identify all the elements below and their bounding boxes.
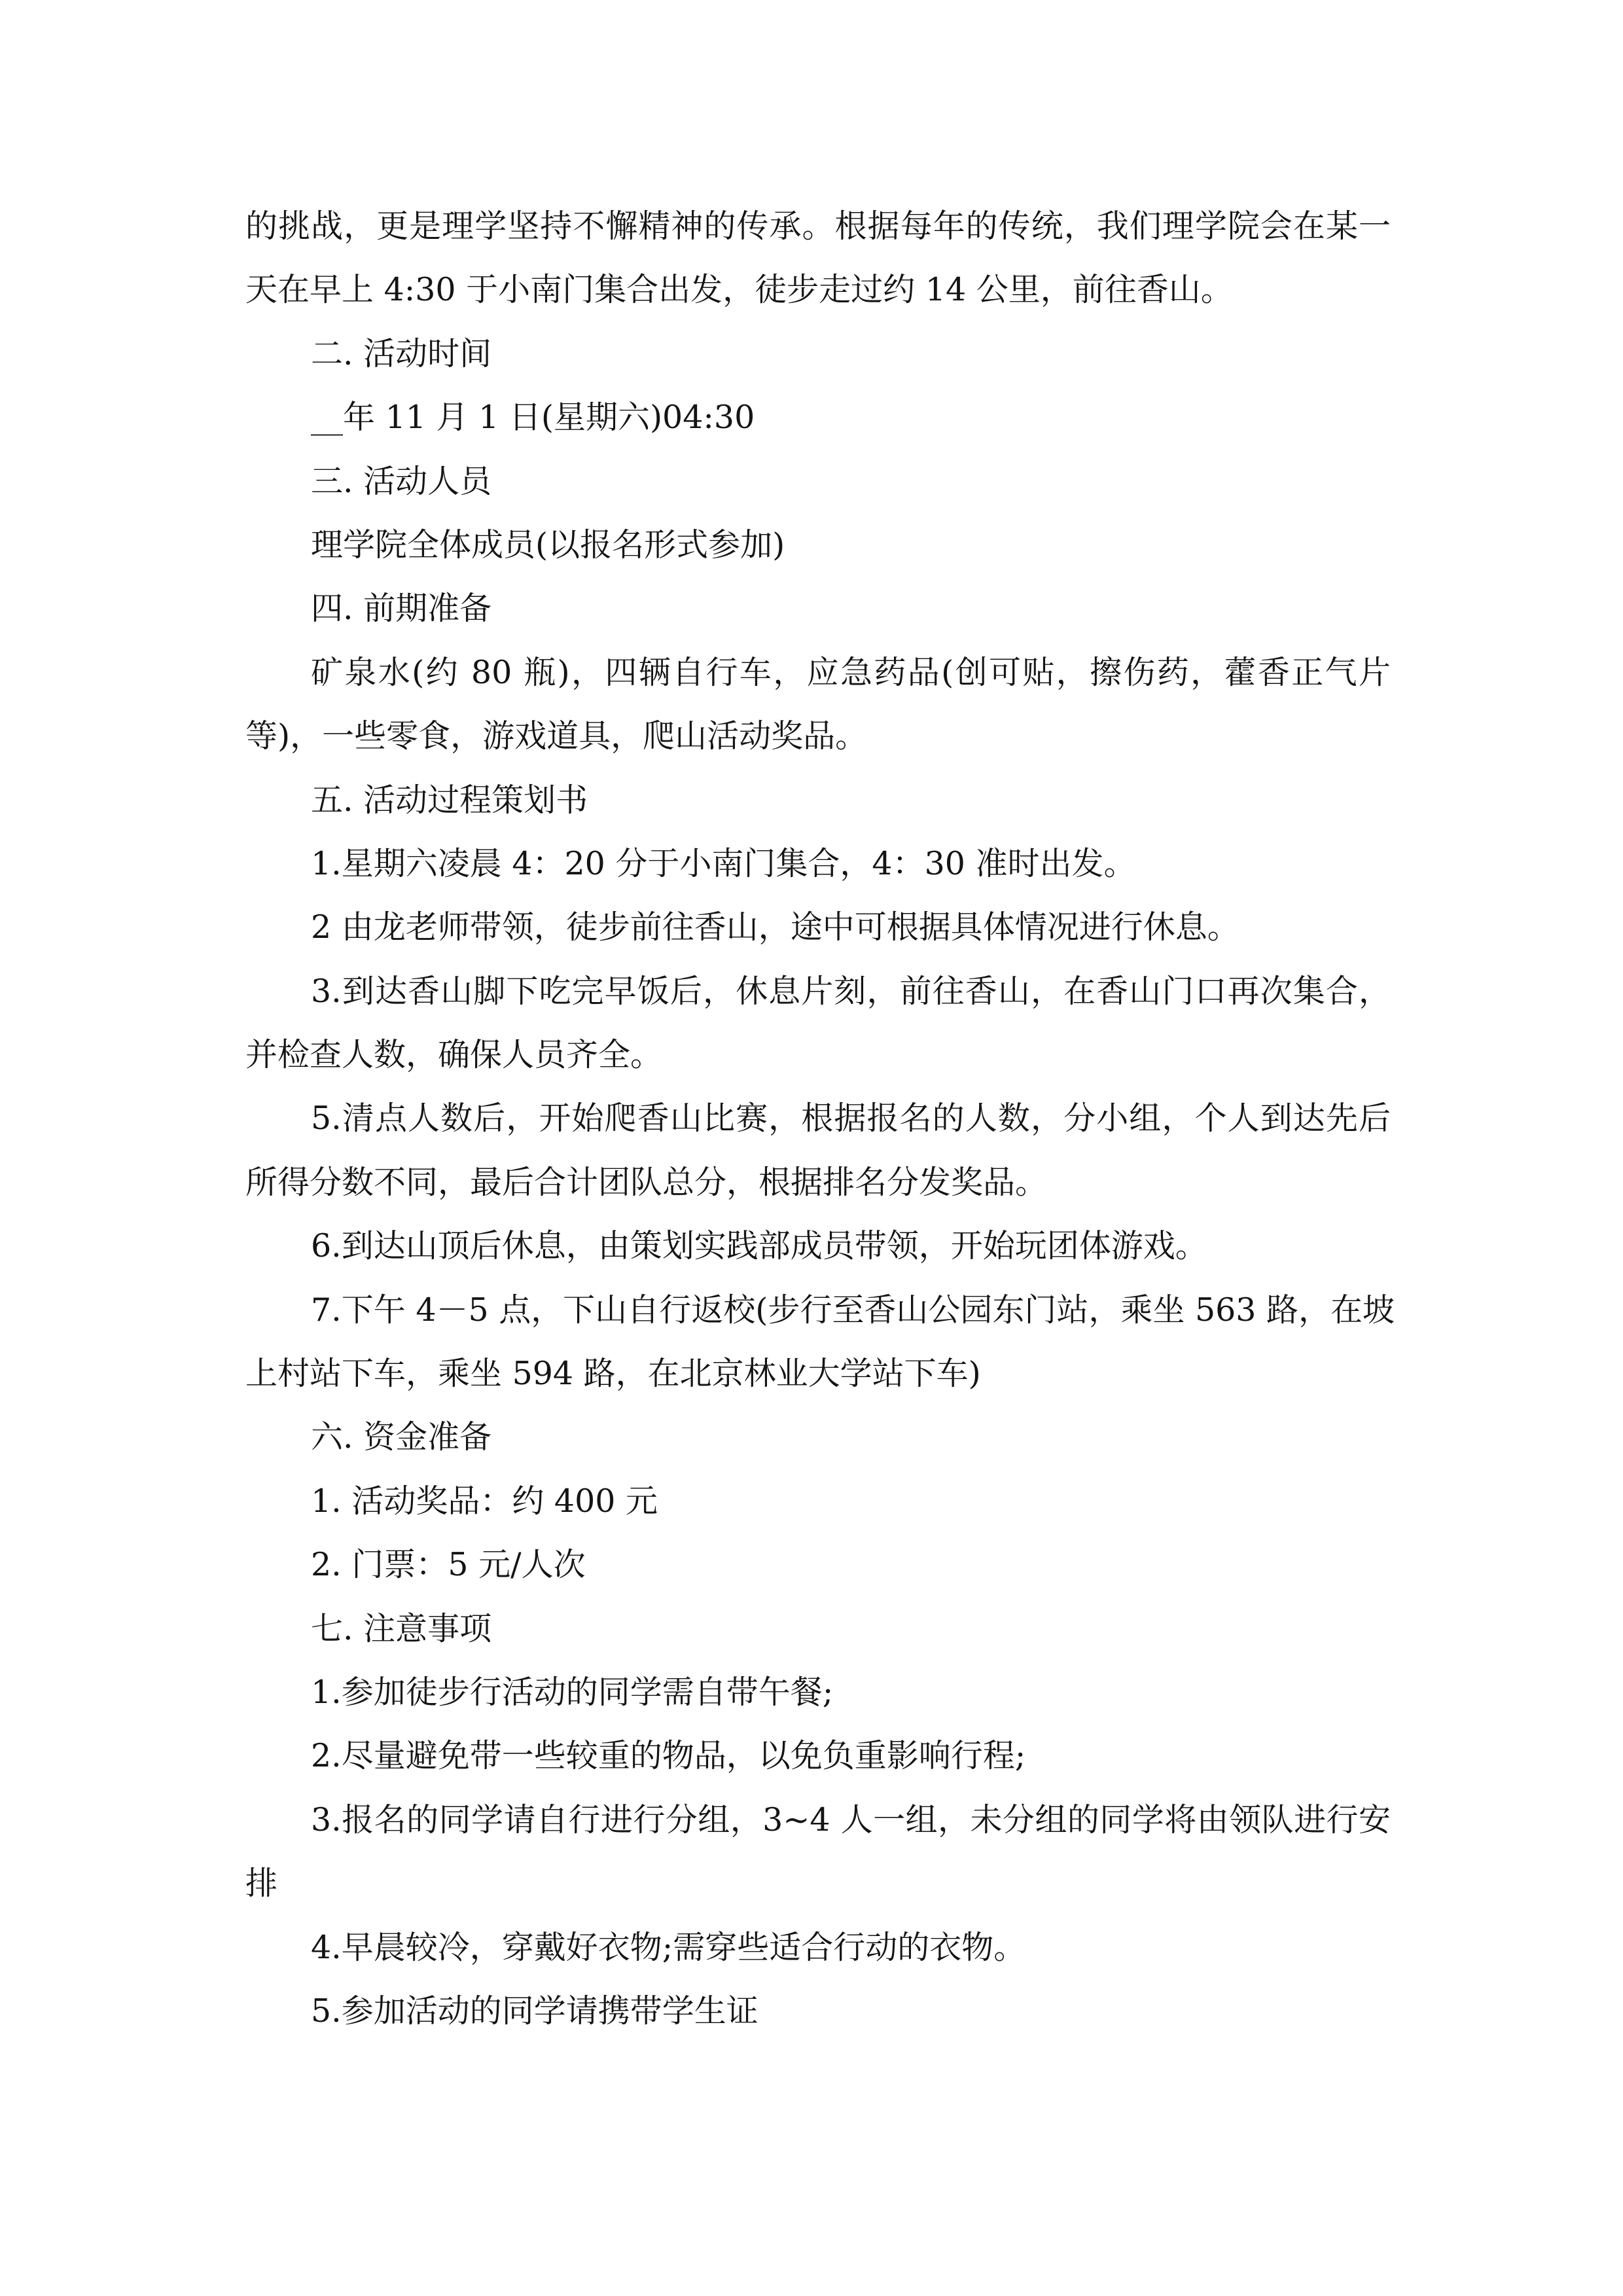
text-line: 7.下午 4－5 点，下山自行返校(步行至香山公园东门站，乘坐 563 路，在坡 — [311, 1291, 1395, 1329]
section-heading: 三. 活动人员 — [311, 462, 492, 500]
list-item — [245, 1979, 1391, 2043]
paragraph — [245, 386, 1391, 449]
text-line: 的挑战，更是理学坚持不懈精神的传承。根据每年的传统，我们理学院会在某一 — [245, 207, 1391, 245]
section-heading: 二. 活动时间 — [311, 334, 492, 372]
list-item — [245, 1278, 1395, 1406]
text-line: 1. 活动奖品：约 400 元 — [311, 1482, 658, 1520]
list-item — [245, 1533, 1391, 1596]
list-item — [245, 1916, 1391, 1979]
text-line: 6.到达山顶后休息，由策划实践部成员带领，开始玩团体游戏。 — [311, 1227, 1207, 1265]
text-line: 5.清点人数后，开始爬香山比赛，根据报名的人数，分小组，个人到达先后 — [311, 1100, 1391, 1138]
text-line: 1.参加徒步行活动的同学需自带午餐; — [311, 1673, 834, 1711]
text-line: 2 由龙老师带领，徒步前往香山，途中可根据具体情况进行休息。 — [311, 908, 1240, 946]
text-line: 理学院全体成员(以报名形式参加) — [311, 526, 785, 564]
list-item — [245, 895, 1391, 959]
paragraph — [245, 513, 1391, 577]
text-line: __年 11 月 1 日(星期六)04:30 — [311, 399, 755, 437]
text-line: 3.到达香山脚下吃完早饭后，休息片刻，前往香山，在香山门口再次集合， — [311, 972, 1391, 1010]
section-heading: 七. 注意事项 — [311, 1609, 492, 1647]
section-heading: 四. 前期准备 — [311, 590, 492, 628]
list-item — [245, 1214, 1391, 1278]
intro-paragraph — [245, 194, 1391, 322]
text-line: 1.星期六凌晨 4：20 分于小南门集合，4：30 准时出发。 — [311, 844, 1136, 882]
list-item — [245, 832, 1391, 895]
text-line: 3.报名的同学请自行进行分组，3~4 人一组，未分组的同学将由领队进行安 — [311, 1801, 1391, 1839]
text-line: 矿泉水(约 80 瓶)，四辆自行车，应急药品(创可贴，擦伤药，藿香正气片 — [311, 653, 1391, 691]
text-line: 并检查人数，确保人员齐全。 — [245, 1036, 663, 1074]
text-line: 2.尽量避免带一些较重的物品，以免负重影响行程; — [311, 1737, 1026, 1775]
paragraph — [245, 641, 1391, 768]
text-line: 4.早晨较冷，穿戴好衣物;需穿些适合行动的衣物。 — [311, 1928, 1026, 1966]
text-line: 上村站下车，乘坐 594 路，在北京林业大学站下车) — [245, 1355, 981, 1393]
text-line: 等)，一些零食，游戏道具，爬山活动奖品。 — [245, 717, 868, 755]
list-item — [245, 1724, 1391, 1787]
section-heading: 六. 资金准备 — [311, 1418, 492, 1456]
text-line: 所得分数不同，最后合计团队总分，根据排名分发奖品。 — [245, 1163, 1048, 1201]
document-page — [245, 194, 1395, 2043]
list-item — [245, 1469, 1391, 1533]
text-line: 排 — [245, 1865, 278, 1903]
text-line: 天在早上 4:30 于小南门集合出发，徒步走过约 14 公里，前往香山。 — [245, 271, 1233, 309]
list-item — [245, 960, 1391, 1087]
text-line: 2. 门票：5 元/人次 — [311, 1546, 586, 1584]
list-item — [245, 1660, 1391, 1724]
list-item — [245, 1788, 1391, 1916]
section-heading: 五. 活动过程策划书 — [311, 781, 588, 819]
list-item — [245, 1086, 1391, 1214]
text-line: 5.参加活动的同学请携带学生证 — [311, 1992, 758, 2030]
